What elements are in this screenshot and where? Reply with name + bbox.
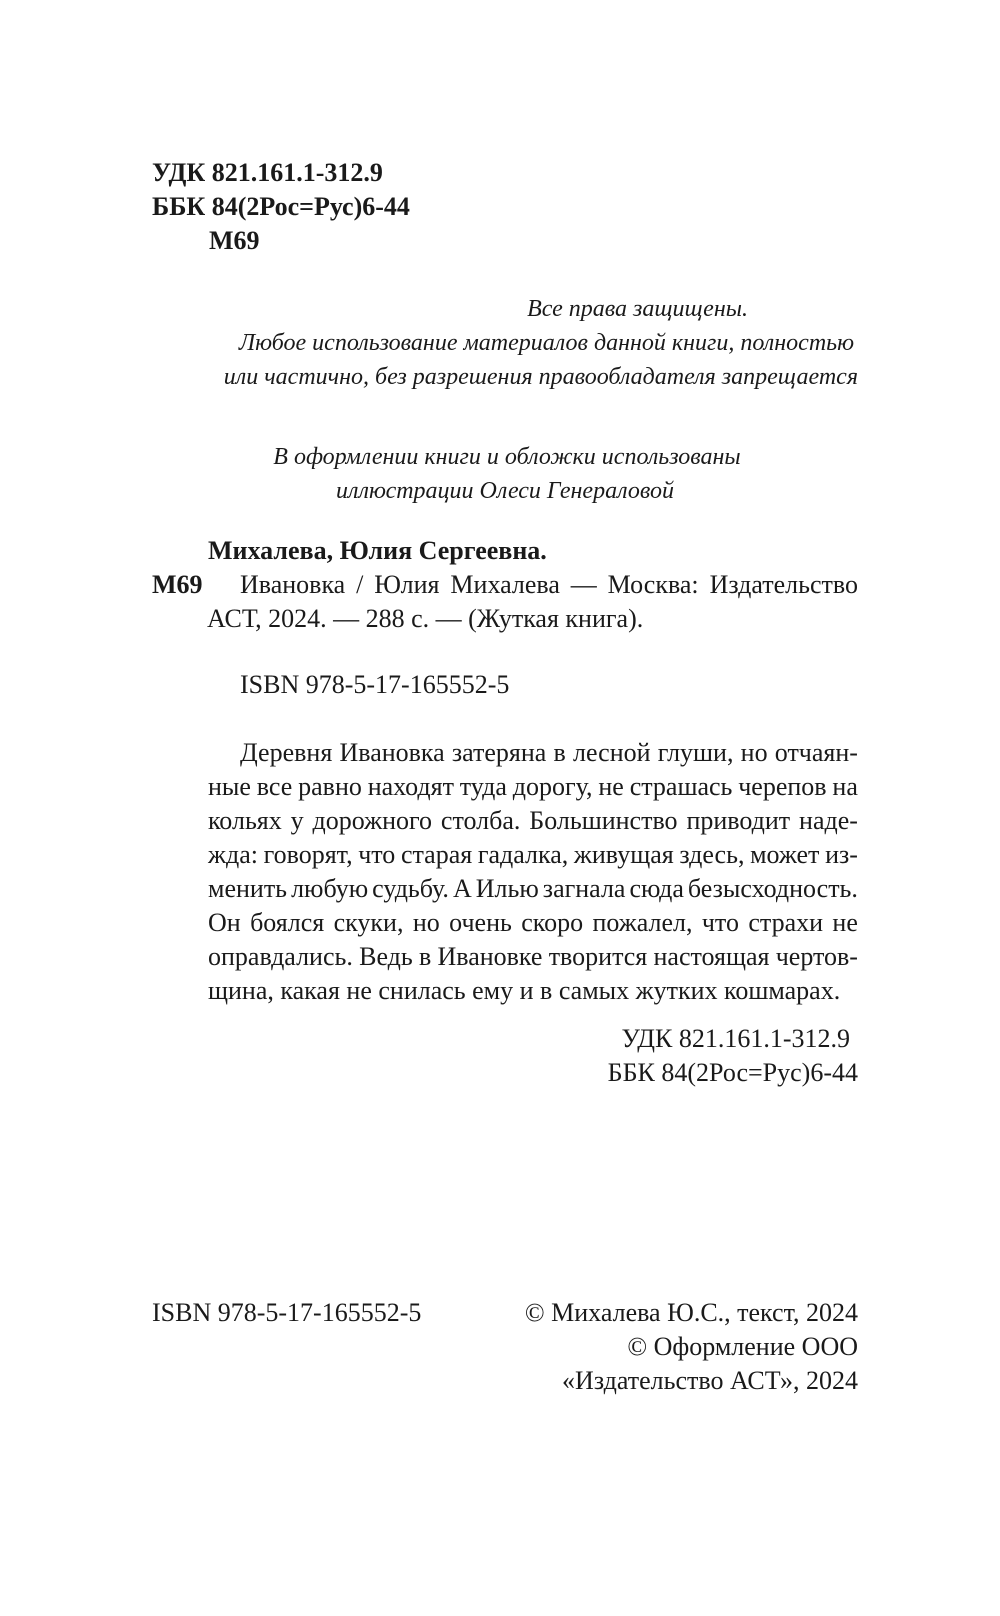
annotation-line (208, 940, 858, 974)
annotation-word: чертов- (775, 942, 858, 971)
annotation-word: что (358, 840, 396, 869)
annotation-word: Илью (475, 874, 539, 903)
annotation-word: скуки, (333, 908, 404, 937)
annotation-word: не (598, 772, 624, 801)
illustrations-line-1: В оформлении книги и обложки использованы (273, 444, 741, 470)
bibliographic-word: — (570, 570, 597, 599)
annotation-word: старая (400, 840, 473, 869)
annotation-word: живущая (573, 840, 674, 869)
annotation-word: не (832, 908, 858, 937)
annotation-word: очень (449, 908, 512, 937)
udk-code: УДК 821.161.1-312.9 (152, 158, 383, 187)
annotation-word: Ведь (359, 942, 413, 971)
annotation-word: говорят, (263, 840, 353, 869)
annotation-line (208, 736, 858, 770)
annotation-word: кольях (208, 806, 282, 835)
annotation-word: в (553, 738, 566, 767)
cutter-code: М69 (209, 226, 260, 255)
bibliographic-word: / (356, 570, 364, 599)
annotation-line (208, 804, 858, 838)
annotation-word: безысходность. (687, 874, 858, 903)
annotation-codes (152, 1022, 858, 1090)
annotation-word: Деревня (240, 738, 333, 767)
footer-isbn: ISBN 978-5-17-165552-5 (152, 1298, 422, 1327)
annotation-bbk: ББК 84(2Рос=Рус)6-44 (607, 1058, 858, 1087)
annotation-word: что (701, 908, 739, 937)
annotation-paragraph (208, 736, 858, 1008)
annotation-word: приводит (686, 806, 791, 835)
annotation-word: А (452, 874, 472, 903)
annotation-word: но (740, 738, 768, 767)
annotation-word: дорогу, (512, 772, 593, 801)
annotation-word: у (290, 806, 304, 835)
annotation-word: Ивановка (339, 738, 445, 767)
annotation-word: щина, какая не снилась ему и в самых жутких кошмарах. (208, 976, 841, 1005)
annotation-word: в (418, 942, 432, 971)
annotation-word: творится (548, 942, 648, 971)
annotation-word: равно (298, 772, 362, 801)
copyright-design-2: «Издательство АСТ», 2024 (562, 1366, 858, 1395)
bibliographic-description (207, 568, 858, 636)
annotation-word: боялся (250, 908, 325, 937)
annotation-word: загнала (542, 874, 626, 903)
record-isbn: ISBN 978-5-17-165552-5 (240, 670, 510, 699)
annotation-line (208, 872, 858, 906)
annotation-udk: УДК 821.161.1-312.9 (621, 1024, 850, 1053)
annotation-word: находят (367, 772, 454, 801)
rights-line-1: Все права защищены. (527, 296, 748, 322)
annotation-line (208, 770, 858, 804)
annotation-word: туда (459, 772, 507, 801)
annotation-word: лесной (573, 738, 651, 767)
copyright-block (450, 1296, 858, 1398)
annotation-word: гадалка, (477, 840, 569, 869)
rights-line-3: или частично, без разрешения правообладателя запрещается (223, 364, 858, 390)
annotation-word: менить (208, 874, 288, 903)
annotation-word: жда: (208, 840, 258, 869)
annotation-word: все (256, 772, 293, 801)
bibliographic-word: Издательство (709, 570, 858, 599)
annotation-word: может (750, 840, 820, 869)
annotation-word: глуши, (657, 738, 734, 767)
annotation-word: оправдались. (208, 942, 353, 971)
illustrations-credit (152, 440, 858, 508)
annotation-word: затеряна (451, 738, 547, 767)
annotation-word: наде- (799, 806, 858, 835)
annotation-word: скоро (521, 908, 584, 937)
record-cutter: М69 (152, 570, 203, 599)
annotation-word: сюда (629, 874, 684, 903)
annotation-word: любую (291, 874, 369, 903)
annotation-word: страшась (629, 772, 733, 801)
bibliographic-line-1 (240, 568, 858, 602)
annotation-line (208, 906, 858, 940)
annotation-word: страхи (748, 908, 824, 937)
rights-notice (152, 292, 858, 394)
annotation-word: дорожного (312, 806, 433, 835)
bibliographic-line-2: АСТ, 2024. — 288 с. — (Жуткая книга). (207, 604, 644, 633)
annotation-word: из- (825, 840, 858, 869)
annotation-word: Ивановке (437, 942, 543, 971)
copyright-text: © Михалева Ю.С., текст, 2024 (524, 1298, 858, 1327)
author-heading: Михалева, Юлия Сергеевна. (208, 536, 547, 565)
annotation-word: столба. (440, 806, 521, 835)
bibliographic-word: Михалева (450, 570, 560, 599)
annotation-word: настоящая (653, 942, 770, 971)
annotation-word: отчаян- (774, 738, 858, 767)
annotation-line (208, 974, 858, 1008)
header-codes (152, 156, 410, 258)
bibliographic-word: Москва: (607, 570, 699, 599)
annotation-word: ные (208, 772, 251, 801)
annotation-word: Он (208, 908, 241, 937)
annotation-word: пожалел, (592, 908, 693, 937)
bibliographic-word: Юлия (374, 570, 440, 599)
copyright-design-1: © Оформление ООО (627, 1332, 858, 1361)
annotation-word: Большинство (529, 806, 678, 835)
annotation-word: здесь, (679, 840, 745, 869)
annotation-word: черепов (738, 772, 827, 801)
annotation-word: но (412, 908, 440, 937)
illustrations-line-2: иллюстрации Олеси Генераловой (336, 478, 674, 504)
annotation-line (208, 838, 858, 872)
annotation-word: на (832, 772, 858, 801)
bibliographic-word: Ивановка (240, 570, 346, 599)
annotation-word: судьбу. (372, 874, 449, 903)
bbk-code: ББК 84(2Рос=Рус)6-44 (152, 192, 410, 221)
rights-line-2: Любое использование материалов данной книги, полностью (238, 330, 854, 356)
